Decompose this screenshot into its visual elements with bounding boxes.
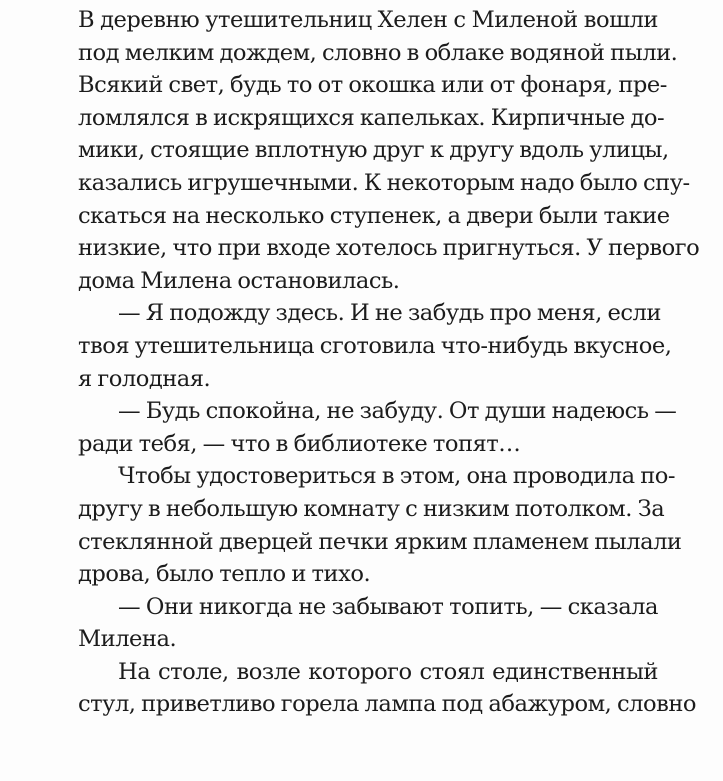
text-line-18: дрова, было тепло и тихо.: [78, 561, 371, 588]
text-line-17: стеклянной дверцей печки ярким пламенем пылали: [78, 528, 682, 555]
text-line-21: На столе, возле которого стоял единственный: [118, 658, 658, 685]
text-line-15: Чтобы удостовериться в этом, она проводила по-: [118, 463, 676, 490]
text-line-19: — Они никогда не забывают топить, — сказала: [118, 593, 658, 620]
page-text: [78, 4, 700, 721]
text-line-1: В деревню утешительниц Хелен с Миленой вошли: [78, 7, 658, 33]
text-line-11: твоя утешительница сготовила что-нибудь вкусное,: [78, 332, 672, 359]
text-line-7: скаться на несколько ступенек, а двери были такие: [78, 202, 670, 229]
text-line-3: Всякий свет, будь то от окошка или от фонаря, пре-: [78, 72, 667, 99]
text-line-22: стул, приветливо горела лампа под абажуром, словно: [78, 691, 697, 718]
text-line-13: — Будь спокойна, не забуду. От души надеюсь —: [118, 398, 677, 425]
text-line-20: Милена.: [78, 626, 177, 653]
text-line-12: я голодная.: [78, 365, 211, 392]
text-line-14: ради тебя, — что в библиотеке топят…: [78, 430, 521, 457]
text-line-5: мики, стоящие вплотную друг к другу вдоль улицы,: [78, 137, 669, 164]
text-line-16: другу в небольшую комнату с низким потолком. За: [78, 495, 665, 522]
text-line-2: под мелким дождем, словно в облаке водяной пыли.: [78, 39, 678, 66]
text-line-8: низкие, что при входе хотелось пригнуться. У первого: [78, 235, 700, 262]
text-line-9: дома Милена остановилась.: [78, 267, 400, 294]
text-line-6: казались игрушечными. К некоторым надо было спу-: [78, 169, 690, 196]
text-line-10: — Я подожду здесь. И не забудь про меня, если: [118, 300, 661, 327]
text-line-4: ломлялся в искрящихся капельках. Кирпичные до-: [78, 104, 665, 131]
